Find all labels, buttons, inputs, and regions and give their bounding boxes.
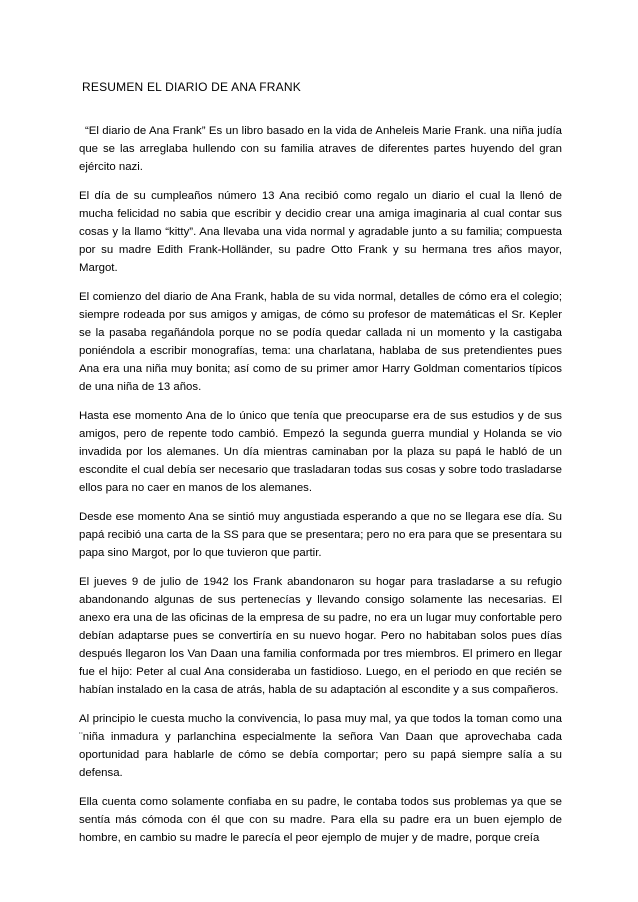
paragraph-5: Desde ese momento Ana se sintió muy angustiada esperando a que no se llegara ese día. Su papá recibió una carta de la SS para que se presentara; pero no era para que se presentara su papa sino Margot, por lo que tuvieron que partir. [79,511,562,559]
paragraph-3: El comienzo del diario de Ana Frank, habla de su vida normal, detalles de cómo era el colegio; siempre rodeada por sus amigos y amigas, de cómo su profesor de matemáticas el Sr. Kepler se la pasaba regañándola porque no se podía quedar callada ni un momento y la castigaba poniéndola a escribir monografías, tema: una charlatana, hablaba de sus pretendientes pues Ana era una niña muy bonita; así como de su primer amor Harry Goldman comentarios típicos de una niña de 13 años. [79,291,562,393]
paragraph-2: El día de su cumpleaños número 13 Ana recibió como regalo un diario el cual la llenó de mucha felicidad no sabia que escribir y decidio crear una amiga imaginaria al cual contar sus cosas y la llamo “kitty”. Ana llevaba una vida normal y agradable junto a su familia; compuesta por su madre Edith Frank-Holländer, su padre Otto Frank y su hermana tres años mayor, Margot. [79,190,562,274]
paragraph-1: “El diario de Ana Frank” Es un libro basado en la vida de Anheleis Marie Frank. una niña judía que se las arreglaba hullendo con su familia atraves de diferentes partes huyendo del gran ejército nazi. [79,125,562,173]
paragraph-4: Hasta ese momento Ana de lo único que tenía que preocuparse era de sus estudios y de sus amigos, pero de repente todo cambió. Empezó la segunda guerra mundial y Holanda se vio invadida por los alemanes. Un día mientras caminaban por la plaza su papá le habló de un escondite el cual debía ser necesario que trasladaran todas sus cosas y sobre todo trasladarse ellos para no caer en manos de los alemanes. [79,410,562,494]
paragraph-6: El jueves 9 de julio de 1942 los Frank abandonaron su hogar para trasladarse a su refugio abandonando algunas de sus pertenecías y llevando consigo solamente las necesarias. El anexo era una de las oficinas de la empresa de su padre, no era un lugar muy confortable pero debían adaptarse pues se convertiría en su nuevo hogar. Pero no habitaban solos pues días después llegaron los Van Daan una familia conformada por tres miembros. El primero en llegar fue el hijo: Peter al cual Ana consideraba un fastidioso. Luego, en el periodo en que recién se habían instalado en la casa de atrás, habla de su adaptación al escondite y a sus compañeros. [79,576,562,696]
document-title: RESUMEN EL DIARIO DE ANA FRANK [82,80,301,94]
document-body [79,122,562,847]
paragraph-8: Ella cuenta como solamente confiaba en su padre, le contaba todos sus problemas ya que se sentía más cómoda con él que con su madre. Para ella su padre era un buen ejemplo de hombre, en cambio su madre le parecía el peor ejemplo de mujer y de madre, porque creía [79,796,562,844]
paragraph-7: Al principio le cuesta mucho la convivencia, lo pasa muy mal, ya que todos la toman como una ¨niña inmadura y parlanchina especialmente la señora Van Daan que aprovechaba cada oportunidad para hablarle de cómo se debía comportar; pero su papá siempre salía a su defensa. [79,713,562,779]
